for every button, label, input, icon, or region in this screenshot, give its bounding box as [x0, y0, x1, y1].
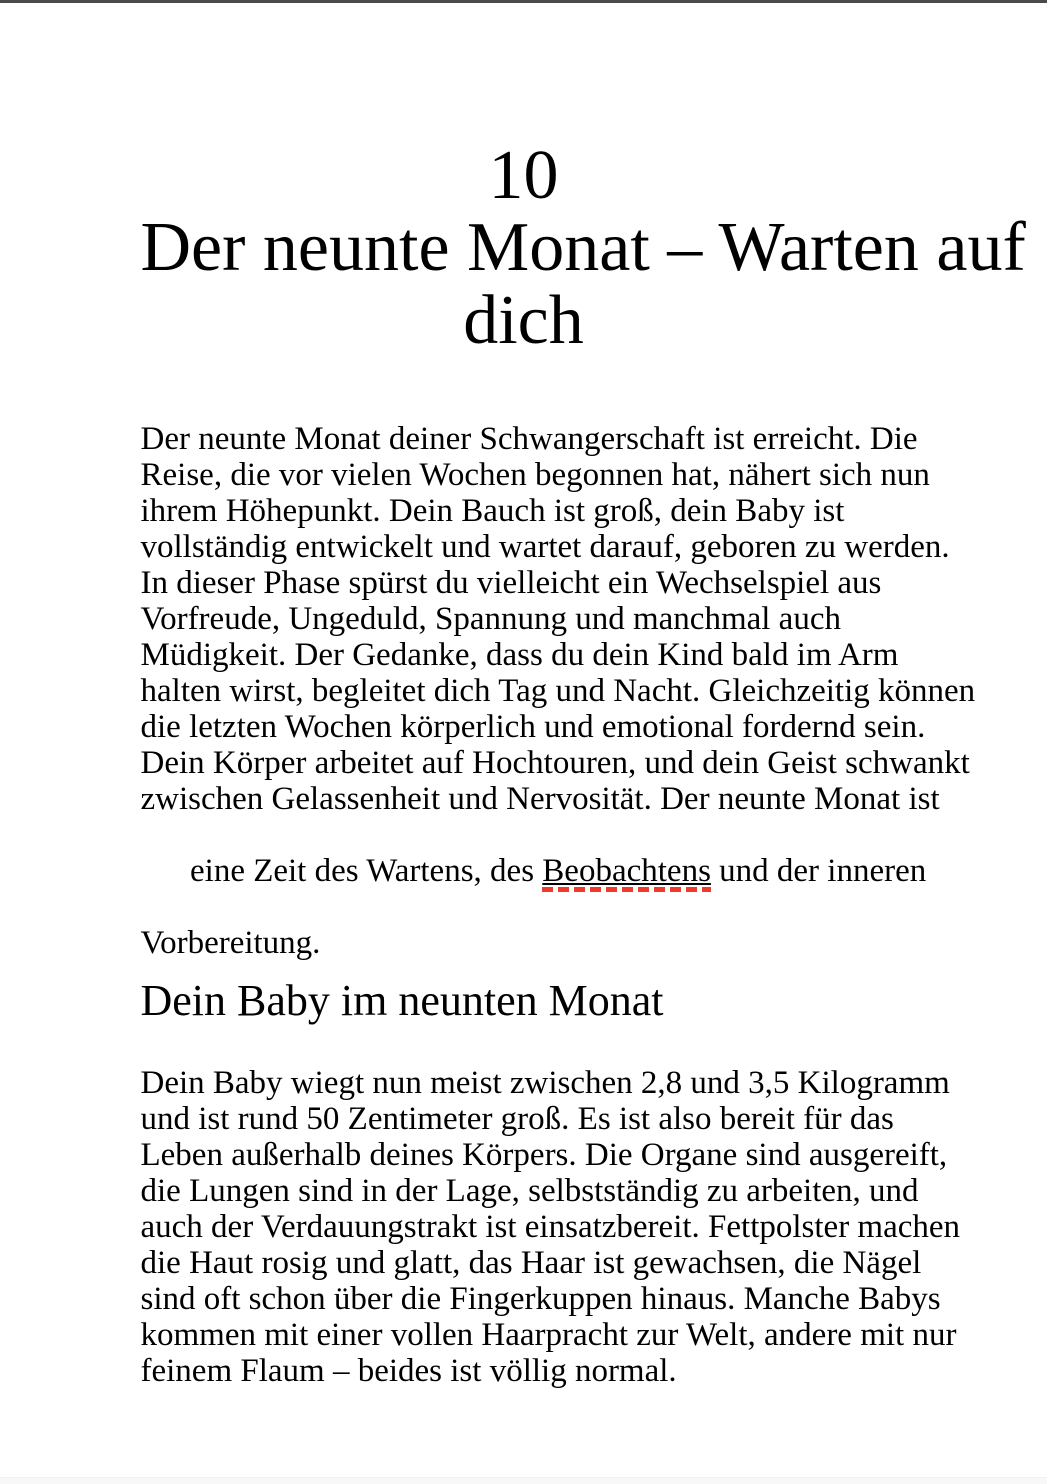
- text-line: kommen mit einer vollen Haarpracht zur Welt, andere mit nur: [140, 1317, 957, 1353]
- page-content: [140, 0, 1026, 1389]
- text-line: die Haut rosig und glatt, das Haar ist gewachsen, die Nägel: [140, 1245, 922, 1281]
- text-line: Dein Körper arbeitet auf Hochtouren, und dein Geist schwankt: [140, 745, 970, 781]
- intro-paragraph: [140, 421, 976, 961]
- window-top-edge: [0, 0, 1047, 3]
- text-line-with-spellcheck: [141, 817, 927, 925]
- section-heading: Dein Baby im neunten Monat: [140, 976, 664, 1025]
- text-line: Vorbereitung.: [140, 925, 321, 961]
- text-line: sind oft schon über die Fingerkuppen hinaus. Manche Babys: [140, 1281, 941, 1317]
- text-line: Vorfreude, Ungeduld, Spannung und manchmal auch: [140, 601, 841, 637]
- text-line: Dein Baby wiegt nun meist zwischen 2,8 und 3,5 Kilogramm: [140, 1065, 950, 1101]
- chapter-title-line: Der neunte Monat – Warten auf: [140, 209, 1026, 286]
- text-line: auch der Verdauungstrakt ist einsatzbereit. Fettpolster machen: [140, 1209, 961, 1245]
- text-line: zwischen Gelassenheit und Nervosität. Der neunte Monat ist: [140, 781, 940, 817]
- text-line: und ist rund 50 Zentimeter groß. Es ist also bereit für das: [140, 1101, 894, 1137]
- chapter-number: 10: [488, 137, 559, 214]
- text-segment: und der inneren: [710, 853, 927, 889]
- text-line: feinem Flaum – beides ist völlig normal.: [140, 1353, 677, 1389]
- text-line: die Lungen sind in der Lage, selbstständig zu arbeiten, und: [140, 1173, 919, 1209]
- page-bottom-edge-strip: [0, 1477, 1047, 1484]
- text-line: Leben außerhalb deines Körpers. Die Organe sind ausgereift,: [140, 1137, 948, 1173]
- chapter-title-line: dich: [463, 282, 584, 359]
- text-line: ihrem Höhepunkt. Dein Bauch ist groß, dein Baby ist: [140, 493, 845, 529]
- text-line: Der neunte Monat deiner Schwangerschaft ist erreicht. Die: [140, 421, 918, 457]
- text-line: Müdigkeit. Der Gedanke, dass du dein Kind bald im Arm: [140, 637, 899, 673]
- misspelled-word[interactable]: Beobachtens: [542, 853, 711, 892]
- text-line: vollständig entwickelt und wartet darauf, geboren zu werden.: [140, 529, 950, 565]
- text-line: Reise, die vor vielen Wochen begonnen hat, nähert sich nun: [140, 457, 930, 493]
- text-segment: eine Zeit des Wartens, des: [190, 853, 543, 889]
- text-line: die letzten Wochen körperlich und emotional fordernd sein.: [140, 709, 926, 745]
- section-paragraph: [140, 1065, 961, 1389]
- text-line: In dieser Phase spürst du vielleicht ein Wechselspiel aus: [140, 565, 882, 601]
- chapter-title: [140, 209, 1026, 359]
- text-line: halten wirst, begleitet dich Tag und Nacht. Gleichzeitig können: [140, 673, 976, 709]
